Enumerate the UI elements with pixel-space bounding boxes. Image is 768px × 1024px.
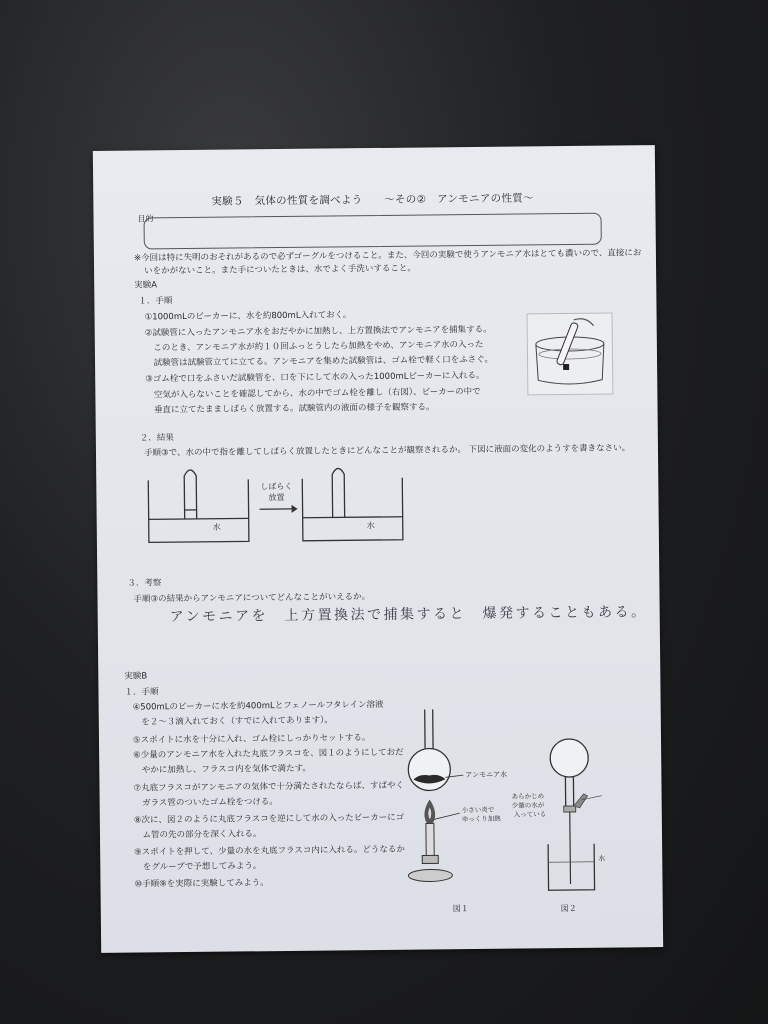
step-a-1: ①1000mLのビーカーに、水を約800mL入れておく。 <box>144 310 352 323</box>
fig2-label-line-3: 入っている <box>513 810 547 819</box>
consideration-heading: ３．考察 <box>127 578 162 589</box>
fig1-label-ammonia: アンモニア水 <box>465 770 508 780</box>
step-b-4: ④500mLのビーカーに水を約400mLとフェノールフタレイン溶液 <box>132 699 384 713</box>
result-text: 手順③で、水の中で指を離してしばらく放置したときにどんなことが観察されるか。 下図に液面の変化のようすを書きなさい。 <box>143 443 631 459</box>
experiment-b-heading: 実験B <box>124 671 148 682</box>
experiment-a-heading: 実験A <box>134 280 158 291</box>
step-a-2b: このとき、アンモニア水が約１０回ふっとうしたら加熱をやめ、アンモニア水の入った <box>144 339 484 354</box>
worksheet-page <box>93 145 663 953</box>
step-b-7b: ガラス管のついたゴム栓をつける。 <box>133 797 278 809</box>
consideration-text: 手順③の結果からアンモニアについてどんなことがいえるか。 <box>133 592 371 605</box>
beaker-test-tube-illustration <box>527 313 614 396</box>
result-heading: ２．結果 <box>139 433 174 444</box>
arrow-label-line-1: しばらく <box>260 481 293 492</box>
caution-line-2: いをかがないこと。また手についたときは、水でよく手洗いすること。 <box>144 263 416 277</box>
arrow-label-line-2: 放置 <box>268 492 285 503</box>
step-b-6: ⑥少量のアンモニア水を入れた丸底フラスコを、図１のようにしておだ <box>133 747 404 761</box>
step-b-7: ⑦丸底フラスコがアンモニアの気体で十分満たされたならば、すばやく <box>133 780 405 794</box>
step-b-4b: を２～３滴入れておく（すでに入れてあります）。 <box>132 715 333 728</box>
handwritten-answer: アンモニアを 上方置換法で捕集すると 爆発することもある。 <box>169 604 648 626</box>
page-title: 実験５ 気体の性質を調べよう ～その② アンモニアの性質～ <box>211 192 534 208</box>
step-b-9: ⑨スポイトを押して、少量の水を丸底フラスコ内に入れる。どうなるか <box>134 844 405 858</box>
experiment-a-procedure-heading: １．手順 <box>138 296 173 307</box>
fig1-label-flame-1: 小さい炎で <box>461 805 495 815</box>
step-b-9b: をグループで予想してみよう。 <box>134 861 262 873</box>
step-b-10: ⑩手順⑨を実際に実験してみよう。 <box>134 878 269 890</box>
purpose-label: 目的 <box>137 214 154 224</box>
step-a-3c: 垂直に立てたまましばらく放置する。試験管内の液面の様子を観察する。 <box>145 402 435 416</box>
step-a-3b: 空気が入らないことを確認してから、水の中でゴム栓を離し（右図）、ビーカーの中で <box>145 386 481 401</box>
fig2-label-line-2: 少量の水が <box>511 801 545 810</box>
figure-2-inverted-flask <box>511 733 633 919</box>
fig2-label-line-1: あらかじめ <box>511 792 545 801</box>
fig1-caption: 図１ <box>452 904 469 914</box>
figure-1-flask-heating <box>399 707 521 918</box>
step-b-8b: ム管の先の部分を深く入れる。 <box>133 829 262 841</box>
water-label-right: 水 <box>366 521 375 531</box>
result-diagram <box>144 460 405 549</box>
step-a-2c: 試験管は試験管立てに立てる。アンモニアを集めた試験管は、ゴム栓で軽く口をふさぐ。 <box>144 354 494 369</box>
step-b-6b: やかに加熱し、フラスコ内を気体で満たす。 <box>133 763 311 776</box>
fig2-caption: 図２ <box>560 903 577 914</box>
fig1-label-flame-2: ゆっくり加熱 <box>461 814 501 824</box>
caution-line-1: ※今回は特に失明のおそれがあるので必ずゴーグルをつけること。また、今回の実験で使うアンモニア水はとても濃いので、直接にお <box>133 248 642 264</box>
water-label-left: 水 <box>212 522 221 532</box>
fig2-label-water: 水 <box>598 854 606 863</box>
step-a-3: ③ゴム栓で口をふさいだ試験管を、口を下にして水の入った1000mLビーカーに入れる。 <box>145 370 485 385</box>
experiment-b-procedure-heading: １．手順 <box>124 687 159 698</box>
step-b-8: ⑧次に、図２のように丸底フラスコを逆にして水の入ったビーカーにゴ <box>133 812 405 826</box>
step-a-2: ②試験管に入ったアンモニア水をおだやかに加熱し、上方置換法でアンモニアを捕集する。 <box>144 324 492 339</box>
step-b-5: ⑤スポイトに水を十分に入れ、ゴム栓にしっかりセットする。 <box>132 733 371 746</box>
purpose-answer-box[interactable] <box>144 213 602 250</box>
